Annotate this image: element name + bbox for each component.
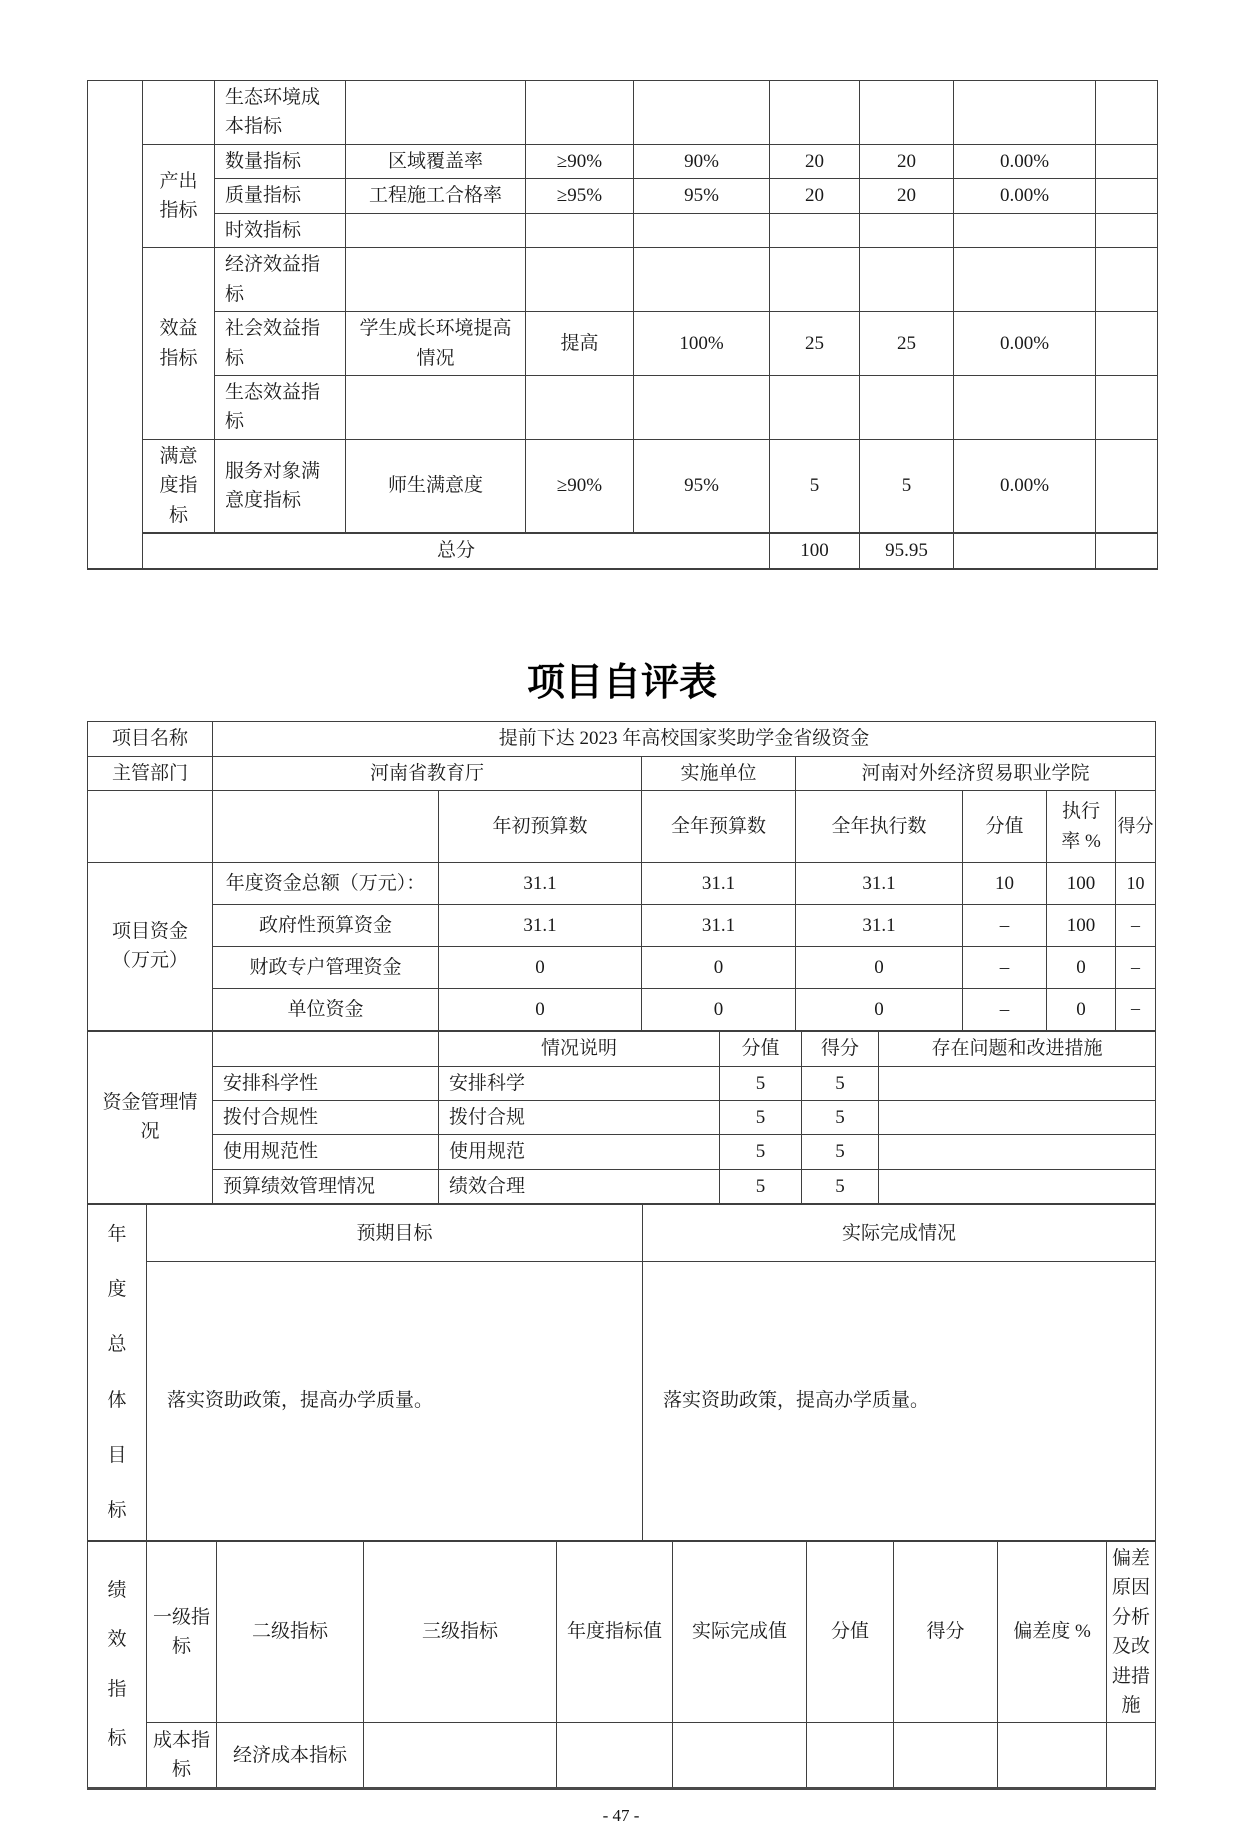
mgmt-desc-cell: 使用规范 [439,1135,720,1169]
empty-cell [346,375,526,439]
performance-row-label: 绩效指标 [107,1579,127,1750]
funds-management-section [87,1031,1156,1206]
empty-cell [213,1031,439,1066]
target-value-cell: 提高 [526,312,634,376]
points-cell: 5 [720,1066,802,1100]
points-cell: 5 [770,439,860,533]
table-row [88,248,1158,312]
table-row [88,439,1158,533]
empty-cell [634,213,770,247]
score-header-cell: 得分 [894,1541,998,1723]
begin-budget-header-cell: 年初预算数 [439,791,642,863]
score-header-cell: 得分 [1116,791,1156,863]
empty-cell [807,1723,894,1789]
empty-cell [346,213,526,247]
table-row [88,144,1158,178]
indicator-name-cell: 工程施工合格率 [346,179,526,213]
empty-cell [894,1723,998,1789]
table-row [88,1169,1156,1204]
expected-goal-header-cell: 预期目标 [147,1205,643,1262]
dept-value-cell: 河南省教育厅 [213,756,642,790]
table-row [88,81,1158,145]
empty-cell [860,248,954,312]
quality-indicator-cell: 质量指标 [215,179,346,213]
score-cell: – [1116,905,1156,947]
exec-rate-cell: 0 [1047,947,1116,989]
group-benefit-cell: 效益指标 [143,248,215,440]
empty-cell [557,1723,673,1789]
eco-cost-indicator-cell: 生态环境成本指标 [215,81,346,145]
performance-indicator-table-continued [87,80,1158,570]
target-value-cell: ≥90% [526,439,634,533]
empty-cell [1096,439,1158,533]
value-cell: 0 [642,989,796,1031]
empty-cell [364,1723,557,1789]
indicator-name-cell: 学生成长环境提高情况 [346,312,526,376]
goal-header-row [88,1205,1156,1262]
table-row [88,213,1158,247]
empty-cell [143,81,215,145]
empty-cell [1096,375,1158,439]
score-cell: 25 [860,312,954,376]
performance-row-label-cell [88,1541,147,1789]
table-row [88,1066,1156,1100]
empty-cell [860,213,954,247]
actual-value-cell: 100% [634,312,770,376]
empty-cell [673,1723,807,1789]
total-label-cell: 总分 [143,533,770,569]
target-header-cell: 年度指标值 [557,1541,673,1723]
deviation-header-cell: 偏差度 % [998,1541,1107,1723]
empty-cell [1096,533,1158,569]
performance-header-row [88,1541,1156,1723]
table-row [88,905,1156,947]
annual-budget-header-cell: 全年预算数 [642,791,796,863]
score-cell: – [1116,989,1156,1031]
cost-indicator-row [88,1723,1156,1789]
goal-row-label: 年度总体目标 [107,1224,127,1521]
value-cell: 31.1 [796,863,963,905]
score-cell: – [1116,947,1156,989]
mgmt-label-cell: 安排科学性 [213,1066,439,1100]
value-cell: 0 [796,947,963,989]
econ-benefit-indicator-cell: 经济效益指标 [215,248,346,312]
empty-cell [526,81,634,145]
value-cell: 31.1 [642,863,796,905]
deviation-cell: 0.00% [954,439,1096,533]
score-cell: 5 [860,439,954,533]
level3-header-cell: 三级指标 [364,1541,557,1723]
dept-label-cell: 主管部门 [88,756,213,790]
self-evaluation-table [87,721,1155,1790]
total-score-cell: 95.95 [860,533,954,569]
mgmt-desc-cell: 拨付合规 [439,1100,720,1134]
cost-group-cell: 成本指标 [147,1723,217,1789]
fund-unit-label-cell: 单位资金 [213,989,439,1031]
project-name-value-cell: 提前下达 2023 年高校国家奖助学金省级资金 [213,722,1156,756]
actual-completion-header-cell: 实际完成情况 [643,1205,1156,1262]
level2-header-cell: 二级指标 [217,1541,364,1723]
group-satisfaction-cell: 满意度指标 [143,439,215,533]
points-header-cell: 分值 [807,1541,894,1723]
fund-gov-label-cell: 政府性预算资金 [213,905,439,947]
actual-value-cell: 90% [634,144,770,178]
timeliness-indicator-cell: 时效指标 [215,213,346,247]
econ-cost-indicator-cell: 经济成本指标 [217,1723,364,1789]
points-cell: – [963,905,1047,947]
table-row [88,179,1158,213]
score-cell: 5 [802,1066,879,1100]
empty-cell [954,213,1096,247]
empty-cell [879,1135,1156,1169]
actual-header-cell: 实际完成值 [673,1541,807,1723]
empty-cell [1107,1723,1156,1789]
points-cell: 5 [720,1100,802,1134]
points-cell: 5 [720,1169,802,1204]
fund-total-label-cell: 年度资金总额（万元）： [213,863,439,905]
page-number: - 47 - [602,1806,640,1826]
score-cell: 5 [802,1169,879,1204]
score-cell: 10 [1116,863,1156,905]
empty-cell [526,375,634,439]
empty-cell [346,81,526,145]
table-row [88,947,1156,989]
exec-rate-header-cell: 执行率 % [1047,791,1116,863]
empty-cell [526,213,634,247]
exec-rate-cell: 100 [1047,905,1116,947]
empty-cell [879,1169,1156,1204]
value-cell: 31.1 [642,905,796,947]
empty-cell [954,375,1096,439]
empty-cell [1096,179,1158,213]
empty-cell [634,375,770,439]
total-points-cell: 100 [770,533,860,569]
empty-cell [526,248,634,312]
empty-cell [770,248,860,312]
points-cell: 20 [770,144,860,178]
empty-cell [998,1723,1107,1789]
points-cell: – [963,989,1047,1031]
document-page [0,80,1240,1834]
indicator-name-cell: 师生满意度 [346,439,526,533]
project-name-label-cell: 项目名称 [88,722,213,756]
mgmt-label-cell: 拨付合规性 [213,1100,439,1134]
table-row [88,756,1156,790]
total-row [88,533,1158,569]
empty-cell [860,375,954,439]
satisfaction-indicator-cell: 服务对象满意度指标 [215,439,346,533]
table-row [88,1100,1156,1134]
score-cell: 20 [860,144,954,178]
table-row [88,863,1156,905]
mgmt-desc-cell: 安排科学 [439,1066,720,1100]
empty-cell [88,791,213,863]
score-cell: 5 [802,1100,879,1134]
actual-completion-cell: 落实资助政策，提高办学质量。 [643,1262,1156,1541]
exec-rate-cell: 0 [1047,989,1116,1031]
social-benefit-indicator-cell: 社会效益指标 [215,312,346,376]
value-cell: 0 [796,989,963,1031]
indicator-name-cell: 区域覆盖率 [346,144,526,178]
issues-header-cell: 存在问题和改进措施 [879,1031,1156,1066]
value-cell: 0 [642,947,796,989]
empty-cell [1096,312,1158,376]
empty-cell [770,375,860,439]
goal-content-row [88,1262,1156,1541]
quantity-indicator-cell: 数量指标 [215,144,346,178]
empty-cell [1096,81,1158,145]
points-cell: 20 [770,179,860,213]
target-value-cell: ≥95% [526,179,634,213]
exec-rate-cell: 100 [1047,863,1116,905]
empty-cell [879,1066,1156,1100]
value-cell: 31.1 [796,905,963,947]
project-info-section [87,721,1156,791]
table-row [88,1135,1156,1169]
table-row [88,989,1156,1031]
impl-label-cell: 实施单位 [642,756,796,790]
performance-indicator-section [87,1541,1156,1791]
score-cell: 20 [860,179,954,213]
management-row-label-cell: 资金管理情况 [88,1031,213,1204]
mgmt-label-cell: 使用规范性 [213,1135,439,1169]
project-funds-section [87,790,1156,1032]
empty-cell [879,1100,1156,1134]
table-row [88,312,1158,376]
group-output-cell: 产出指标 [143,144,215,247]
points-cell: 5 [720,1135,802,1169]
management-header-row [88,1031,1156,1066]
score-cell: 5 [802,1135,879,1169]
empty-cell [954,533,1096,569]
impl-value-cell: 河南对外经济贸易职业学院 [796,756,1156,790]
table-row [88,722,1156,756]
empty-cell [1096,144,1158,178]
desc-header-cell: 情况说明 [439,1031,720,1066]
points-cell: 10 [963,863,1047,905]
score-header-cell: 得分 [802,1031,879,1066]
empty-cell [954,248,1096,312]
empty-cell [1096,248,1158,312]
goal-row-label-cell [88,1205,147,1541]
funds-row-label-cell: 项目资金（万元） [88,863,213,1031]
empty-cell [1096,213,1158,247]
deviation-cell: 0.00% [954,144,1096,178]
mgmt-label-cell: 预算绩效管理情况 [213,1169,439,1204]
mgmt-desc-cell: 绩效合理 [439,1169,720,1204]
deviation-reason-header-cell: 偏差原因分析及改进措施 [1107,1541,1156,1723]
actual-value-cell: 95% [634,439,770,533]
empty-cell [634,248,770,312]
page-title: 项目自评表 [526,662,717,705]
deviation-cell: 0.00% [954,312,1096,376]
empty-cell [770,81,860,145]
points-cell: – [963,947,1047,989]
empty-cell [213,791,439,863]
empty-cell [346,248,526,312]
fund-fiscal-label-cell: 财政专户管理资金 [213,947,439,989]
value-cell: 0 [439,947,642,989]
executed-header-cell: 全年执行数 [796,791,963,863]
value-cell: 31.1 [439,905,642,947]
expected-goal-cell: 落实资助政策，提高办学质量。 [147,1262,643,1541]
value-cell: 0 [439,989,642,1031]
empty-cell [954,81,1096,145]
level1-header-cell: 一级指标 [147,1541,217,1723]
table-row [88,375,1158,439]
empty-cell [634,81,770,145]
points-cell: 25 [770,312,860,376]
empty-cell [88,81,143,570]
annual-goal-section [87,1204,1156,1542]
actual-value-cell: 95% [634,179,770,213]
eco-benefit-indicator-cell: 生态效益指标 [215,375,346,439]
target-value-cell: ≥90% [526,144,634,178]
empty-cell [860,81,954,145]
value-cell: 31.1 [439,863,642,905]
funds-header-row [88,791,1156,863]
points-header-cell: 分值 [720,1031,802,1066]
points-header-cell: 分值 [963,791,1047,863]
empty-cell [770,213,860,247]
deviation-cell: 0.00% [954,179,1096,213]
